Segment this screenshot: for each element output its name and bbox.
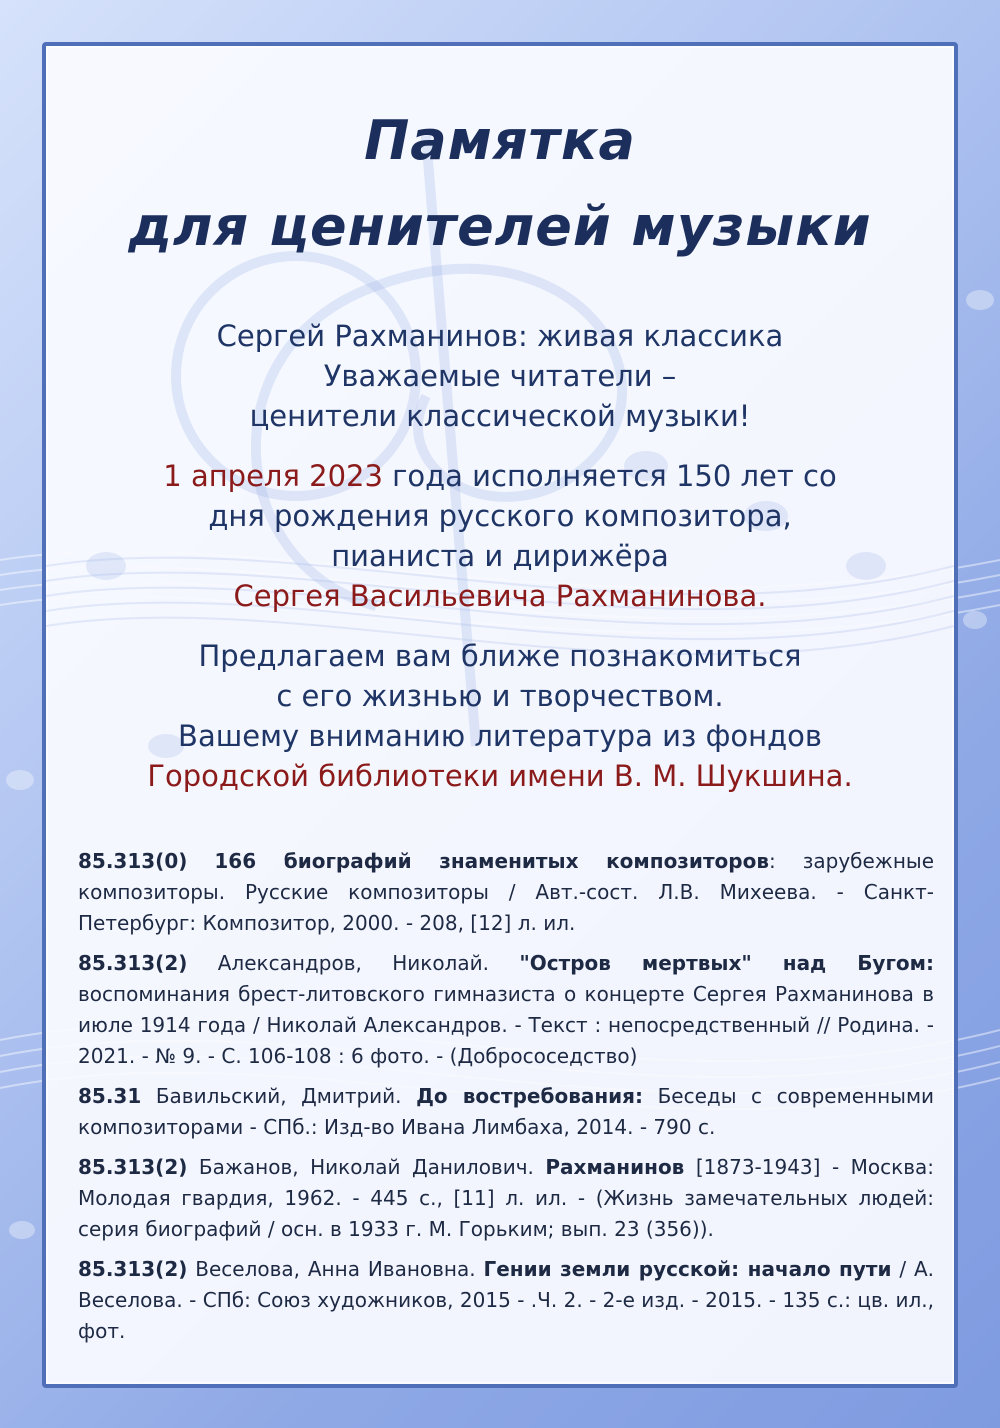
reference-code: 85.31	[78, 1084, 142, 1108]
content-frame	[42, 42, 958, 1388]
reference-item	[78, 1254, 934, 1347]
reference-details: / А. Веселова. - СПб: Союз художников, 2015 - .Ч. 2. - 2-е изд. - 2015. - 135 с.: цв. ил., фот.	[78, 1257, 935, 1343]
greeting-line-1: Сергей Рахманинов: живая классика	[216, 319, 784, 353]
composer-name: Сергея Васильевича Рахманинова.	[233, 579, 767, 613]
greeting-line-3: ценители классической музыки!	[249, 399, 751, 433]
greeting-line-2: Уважаемые читатели –	[323, 359, 677, 393]
invite-line-2: с его жизнью и творчеством.	[276, 679, 724, 713]
reference-author: Веселова, Анна Ивановна.	[195, 1257, 476, 1281]
anniversary-line-1	[46, 456, 954, 496]
invite-line-3: Вашему вниманию литература из фондов	[178, 719, 822, 753]
title-line-2: для ценителей музыки	[128, 195, 872, 258]
reference-list	[78, 846, 934, 1356]
library-name: Городской библиотеки имени В. М. Шукшина.	[147, 759, 853, 793]
reference-title: "Остров мертвых" над Бугом:	[519, 951, 935, 975]
reference-details: [1873-1943] - Москва: Молодая гвардия, 1962. - 445 с., [11] л. ил. - (Жизнь замечательных людей: серия биографий / осн. в 1933 г. М. Горьким; вып. 23 (356)).	[78, 1155, 935, 1241]
anniversary-line-3: пианиста и дирижёра	[331, 539, 669, 573]
reference-code: 85.313(2)	[78, 1155, 188, 1179]
invite-line-1: Предлагаем вам ближе познакомиться	[198, 639, 802, 673]
anniversary-text: года исполняется 150 лет со	[382, 459, 837, 493]
anniversary-date: 1 апреля 2023	[163, 459, 383, 493]
reference-code: 85.313(2)	[78, 1257, 188, 1281]
reference-author: Бавильский, Дмитрий.	[155, 1084, 402, 1108]
reference-item	[78, 846, 934, 939]
page-title	[46, 46, 954, 270]
reference-item	[78, 1081, 934, 1143]
reference-details: Беседы с современными композиторами - СПб.: Изд-во Ивана Лимбаха, 2014. - 790 с.	[78, 1084, 935, 1139]
title-line-1: Памятка	[364, 109, 636, 172]
reference-author: Александров, Николай.	[217, 951, 489, 975]
reference-details: воспоминания брест-литовского гимназиста о концерте Сергея Рахманинова в июле 1914 года / Николай Александров. - Текст : непосредственный // Родина. - 2021. - № 9. - С. 106-108 : 6 фото. - (Добрососедство)	[78, 982, 934, 1068]
reference-item	[78, 948, 934, 1072]
reference-title: Рахманинов	[545, 1155, 685, 1179]
reference-item	[78, 1152, 934, 1245]
greeting-block	[46, 316, 954, 436]
reference-code: 85.313(2)	[78, 951, 188, 975]
anniversary-line-2: дня рождения русского композитора,	[208, 499, 792, 533]
reference-code: 85.313(0)	[78, 849, 188, 873]
page-content	[46, 46, 954, 796]
anniversary-block	[46, 456, 954, 616]
reference-title: Гении земли русской: начало пути	[483, 1257, 892, 1281]
invite-block	[46, 636, 954, 796]
reference-title: 166 биографий знаменитых композиторов	[214, 849, 769, 873]
reference-author: Бажанов, Николай Данилович.	[198, 1155, 534, 1179]
reference-title: До востребования:	[416, 1084, 644, 1108]
intro-section	[46, 316, 954, 796]
reference-details: : зарубежные композиторы. Русские композиторы / Авт.-сост. Л.В. Михеева. - Санкт-Петербург: Композитор, 2000. - 208, [12] л. ил.	[78, 849, 934, 935]
